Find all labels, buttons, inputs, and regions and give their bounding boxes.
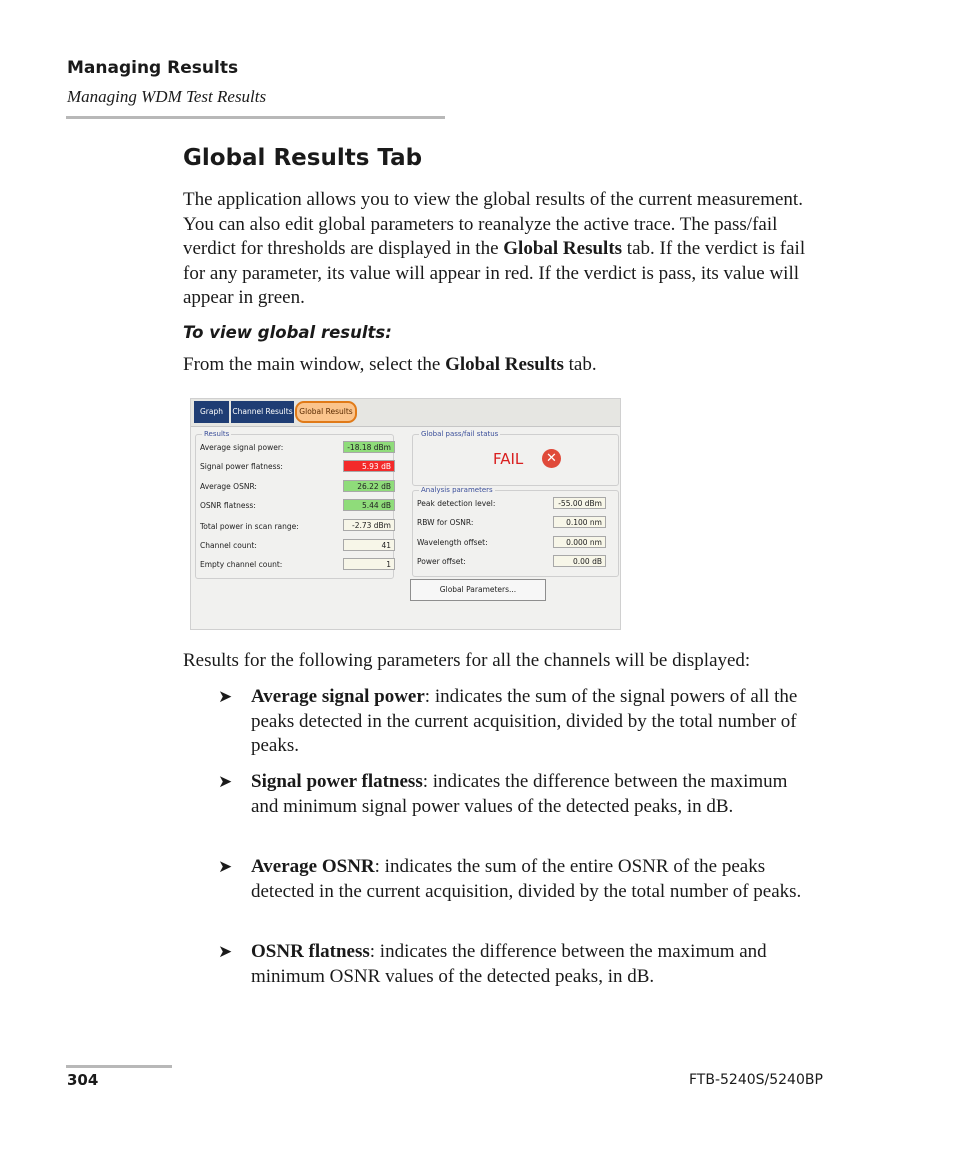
procedure-step xyxy=(183,353,823,378)
list-item-term: Signal power flatness xyxy=(251,771,423,792)
result-label: Empty channel count: xyxy=(200,560,283,569)
list-item-desc: : indicates the sum of the entire OSNR of the peaks detected in the current acquisition, divided by the total number of peaks. xyxy=(251,856,802,902)
param-label: Power offset: xyxy=(417,557,466,566)
procedure-title: To view global results: xyxy=(183,323,392,342)
tab-channel-results[interactable]: Channel Results xyxy=(231,401,294,423)
param-label: Peak detection level: xyxy=(417,499,496,508)
list-item-text xyxy=(251,770,818,819)
result-value: -18.18 dBm xyxy=(343,441,395,453)
product-model: FTB-5240S/5240BP xyxy=(689,1072,823,1088)
tab-global-results[interactable]: Global Results xyxy=(295,401,357,423)
arrow-bullet-icon: ➤ xyxy=(218,687,233,707)
list-item-text xyxy=(251,940,818,989)
list-intro: Results for the following parameters for all the channels will be displayed: xyxy=(183,650,751,671)
section-subtitle: Managing WDM Test Results xyxy=(67,87,267,106)
page-number: 304 xyxy=(67,1071,99,1089)
result-value: 41 xyxy=(343,539,395,551)
result-value: -2.73 dBm xyxy=(343,519,395,531)
header-divider xyxy=(66,116,445,119)
step-text-1: From the main window, select the xyxy=(183,354,446,375)
section-heading: Global Results Tab xyxy=(183,145,423,171)
param-value[interactable]: 0.000 nm xyxy=(553,536,606,548)
result-label: Signal power flatness: xyxy=(200,462,283,471)
results-group xyxy=(195,430,394,579)
param-label: Wavelength offset: xyxy=(417,538,488,547)
intro-bold: Global Results xyxy=(503,238,623,259)
result-value: 26.22 dB xyxy=(343,480,395,492)
intro-paragraph xyxy=(183,188,823,311)
step-bold: Global Results xyxy=(445,354,564,375)
param-value[interactable]: 0.100 nm xyxy=(553,516,606,528)
param-value[interactable]: 0.00 dB xyxy=(553,555,606,567)
global-results-screenshot xyxy=(190,398,621,630)
result-value: 5.44 dB xyxy=(343,499,395,511)
results-group-label: Results xyxy=(204,430,230,438)
param-value[interactable]: -55.00 dBm xyxy=(553,497,606,509)
analysis-group-label: Analysis parameters xyxy=(421,486,493,494)
result-label: OSNR flatness: xyxy=(200,501,256,510)
arrow-bullet-icon: ➤ xyxy=(218,857,233,877)
global-status-group xyxy=(412,430,619,486)
list-item-term: OSNR flatness xyxy=(251,941,370,962)
arrow-bullet-icon: ➤ xyxy=(218,772,233,792)
result-value: 5.93 dB xyxy=(343,460,395,472)
list-item-term: Average signal power xyxy=(251,686,425,707)
list-item-desc: : indicates the difference between the maximum and minimum OSNR values of the detected peaks, in dB. xyxy=(251,941,767,987)
fail-verdict: FAIL xyxy=(493,450,524,468)
list-item-desc: : indicates the difference between the maximum and minimum signal power values of the detected peaks, in dB. xyxy=(251,771,788,817)
list-item-text xyxy=(251,855,818,904)
list-item-term: Average OSNR xyxy=(251,856,375,877)
list-item-text xyxy=(251,685,818,759)
analysis-parameters-group xyxy=(412,486,619,577)
tab-bar xyxy=(191,399,620,427)
result-label: Channel count: xyxy=(200,541,257,550)
tab-graph[interactable]: Graph xyxy=(194,401,229,423)
fail-x-icon: ✕ xyxy=(542,449,561,468)
list-item-desc: : indicates the sum of the signal powers of all the peaks detected in the current acquisition, divided by the total number of peaks. xyxy=(251,686,798,756)
intro-text-2: tab. If the verdict is fail for any parameter, its value will appear in red. If the verdict is pass, its value will appear in green. xyxy=(183,238,806,308)
result-label: Total power in scan range: xyxy=(200,522,299,531)
footer-divider xyxy=(66,1065,172,1068)
intro-text-1: The application allows you to view the global results of the current measurement. You can also edit global parameters to reanalyze the active trace. The pass/fail verdict for thresholds are displayed in the xyxy=(183,189,803,259)
global-status-label: Global pass/fail status xyxy=(421,430,499,438)
global-parameters-button[interactable]: Global Parameters... xyxy=(410,579,546,601)
param-label: RBW for OSNR: xyxy=(417,518,474,527)
step-text-2: tab. xyxy=(563,354,597,375)
result-label: Average signal power: xyxy=(200,443,284,452)
arrow-bullet-icon: ➤ xyxy=(218,942,233,962)
chapter-title: Managing Results xyxy=(67,58,239,78)
result-value: 1 xyxy=(343,558,395,570)
result-label: Average OSNR: xyxy=(200,482,257,491)
